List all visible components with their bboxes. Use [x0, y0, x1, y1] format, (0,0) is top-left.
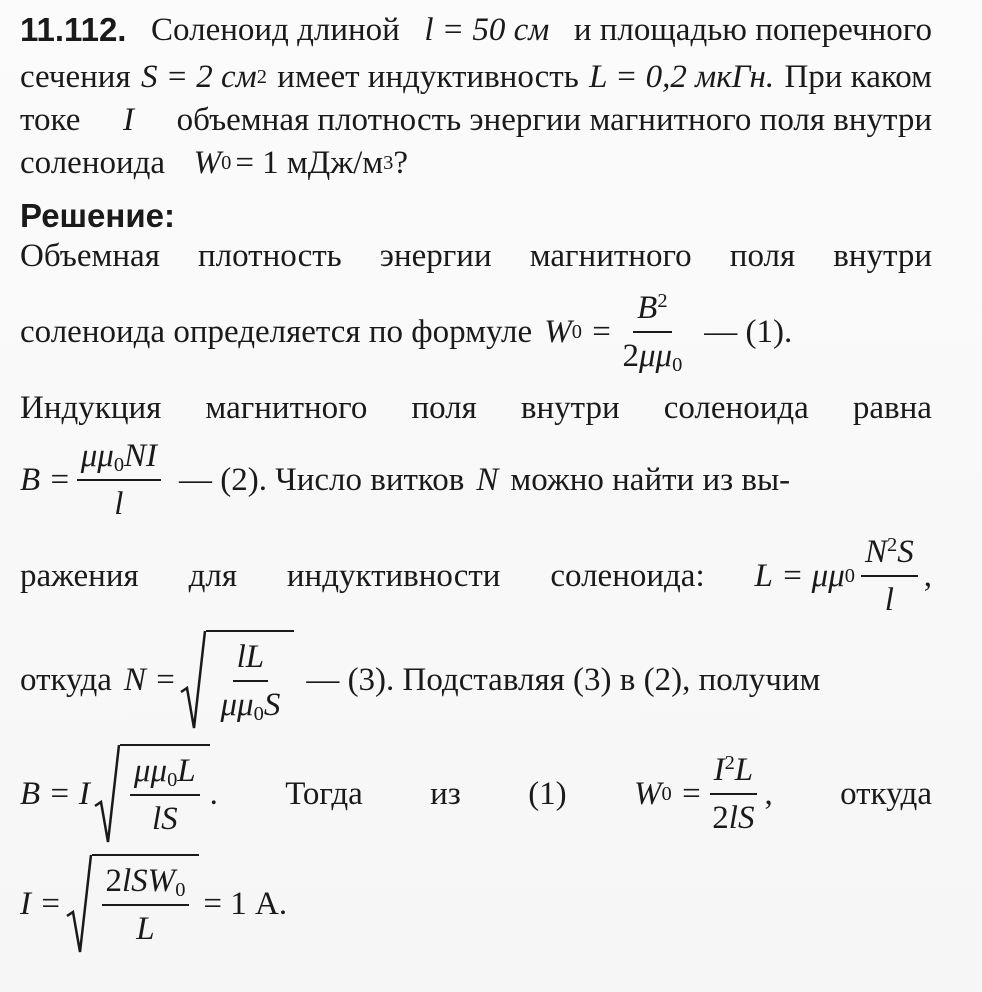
formula-induction-current: B = I $\frac{\mu\mu_0L}{lS}$ .	[20, 744, 218, 844]
solution-line-1: Объемная плотность энергии магнитного поля внутри	[20, 238, 932, 274]
formula-energy-current: W 0 = $\frac{I^2L}{2lS}$ ,	[634, 749, 773, 839]
problem-line-4	[20, 143, 932, 183]
solution-line-6: откуда N = $\frac{lL}{\mu\mu_0S}$ — (3). Подставляя (3) в (2), получим	[20, 628, 932, 732]
formula-induction: B = $\frac{\mu\mu_0NI}{l}$	[20, 435, 167, 525]
length-value: l = 50 см	[424, 12, 550, 48]
problem-text-3b: объемная плотность энергии магнитного поля внутри	[176, 102, 932, 138]
problem-line-3	[20, 100, 932, 140]
solution-line-8	[20, 852, 932, 956]
solution-line-7: B = I $\frac{\mu\mu_0L}{lS}$ . Тогда из (1) W 0 = $\frac{I^2L}{2lS}$ , откуда	[20, 742, 932, 846]
solution-line-2: соленоида определяется по формуле W 0 = $\frac{B^2}{2\mu\mu_0}$ — (1).	[20, 284, 932, 380]
problem-line-2	[20, 57, 932, 97]
inductance-value: L = 0,2 мкГн.	[589, 59, 775, 95]
problem-number: 11.112.	[20, 11, 127, 48]
formula-current-result: I = $\frac{2lSW_0}{L}$	[20, 854, 199, 954]
energy-density-value: W 0 = 1 мДж/м 3 ?	[193, 145, 409, 181]
problem-text-1b: и площадью поперечного	[573, 12, 932, 48]
result-value: = 1 А.	[203, 886, 288, 922]
problem-text-2c: При каком	[784, 59, 932, 95]
current-symbol: I	[122, 102, 134, 138]
formula-inductance: L = μμ 0 $\frac{N^2S}{l}$ ,	[755, 531, 932, 621]
area-value: S = 2 см 2	[140, 59, 267, 95]
solution-line-4: B = $\frac{\mu\mu_0NI}{l}$ — (2). Число витков N можно найти из вы-	[20, 432, 932, 528]
solution-line-3: Индукция магнитного поля внутри соленоида равна	[20, 390, 932, 426]
problem-text-3a: токе	[20, 102, 81, 138]
problem-line-1	[20, 10, 932, 50]
problem-text-2a: сечения	[20, 59, 131, 95]
problem-text-1: Соленоид длиной	[151, 12, 400, 48]
problem-text-2b: имеет индуктивность	[277, 59, 579, 95]
formula-energy-density: W 0 = $\frac{B^2}{2\mu\mu_0}$	[544, 287, 692, 377]
formula-turns: N = $\frac{lL}{\mu\mu_0S}$	[124, 630, 294, 730]
problem-text-4a: соленоида	[20, 145, 166, 181]
solution-heading: Решение:	[20, 197, 175, 234]
solution-line-5: ражения для индуктивности соленоида: L = μμ 0 $\frac{N^2S}{l}$ ,	[20, 528, 932, 624]
